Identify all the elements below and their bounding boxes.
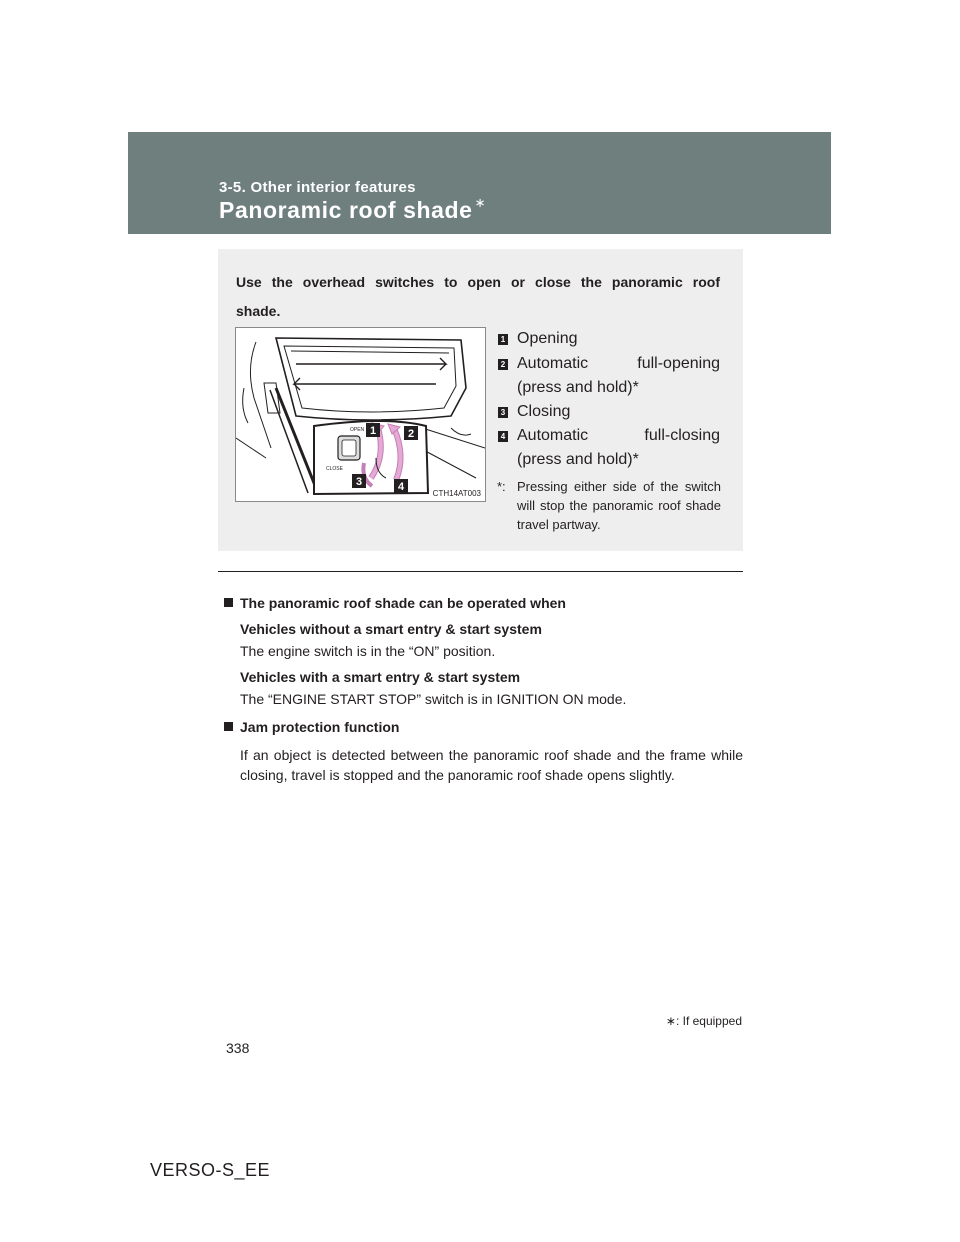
heading-operated-when (224, 593, 743, 613)
paragraph-jam-protection: If an object is detected between the panoramic roof shade and the frame while closing, travel is stopped and the panoramic roof shade opens slightly. (240, 747, 743, 783)
heading-jam-text: Jam protection function (240, 719, 400, 735)
paragraph-without-smart: The engine switch is in the “ON” position. (240, 643, 496, 659)
roof-shade-illustration (235, 327, 486, 502)
bullet-square (224, 722, 233, 731)
note-mark: *: (497, 479, 506, 494)
callout-4 (394, 479, 408, 493)
note-text: Pressing either side of the switch will stop the panoramic roof shade travel partway. (517, 479, 721, 532)
heading-operated-text: The panoramic roof shade can be operated when (240, 595, 566, 611)
equipped-mark: ∗ (474, 195, 487, 210)
switch-close-label: CLOSE (326, 466, 343, 472)
legend-text-3: Closing (517, 403, 571, 420)
paragraph-with-smart: The “ENGINE START STOP” switch is in IGNITION ON mode. (240, 691, 627, 707)
callout-3-label: 3 (355, 476, 363, 488)
legend-text-4: Automatic full-closing (517, 427, 720, 444)
page-number: 338 (226, 1040, 250, 1056)
page-title-text: Panoramic roof shade (219, 197, 473, 223)
legend-text-2b: (press and hold)* (517, 379, 639, 396)
legend-number-2: 2 (498, 359, 508, 370)
body-text (224, 591, 743, 785)
callout-1 (366, 423, 380, 437)
legend-number-1: 1 (498, 334, 508, 345)
callout-2-label: 2 (407, 428, 415, 440)
section-divider (218, 571, 743, 572)
footnote-note (497, 477, 721, 534)
callout-2 (404, 426, 418, 440)
legend (498, 327, 720, 472)
legend-text-2: Automatic full-opening (517, 355, 720, 372)
legend-number-3: 3 (498, 407, 508, 418)
document-code: VERSO-S_EE (150, 1160, 271, 1180)
legend-text-4b: (press and hold)* (517, 451, 639, 468)
page-title (219, 197, 486, 224)
spacer (224, 709, 743, 715)
legend-number-4: 4 (498, 431, 508, 442)
section-label: 3-5. Other interior features (219, 179, 416, 196)
intro-text: Use the overhead switches to open or close the panoramic roof shade. (236, 274, 720, 319)
spacer (224, 737, 743, 743)
heading-jam-protection (224, 717, 743, 737)
figure-code: CTH14AT003 (432, 489, 481, 498)
legend-item-auto-opening (498, 352, 720, 400)
subheading-with-smart: Vehicles with a smart entry & start system (240, 669, 521, 685)
illustration-drawing (236, 328, 485, 501)
switch-open-label: OPEN (350, 427, 365, 433)
callout-1-label: 1 (369, 425, 377, 437)
legend-item-auto-closing (498, 424, 720, 472)
if-equipped-footnote: ∗: If equipped (665, 1014, 742, 1028)
legend-item-opening (498, 327, 720, 351)
subheading-without-smart: Vehicles without a smart entry & start system (240, 621, 542, 637)
legend-item-closing (498, 400, 720, 424)
bullet-square (224, 598, 233, 607)
legend-text-1: Opening (517, 330, 578, 347)
callout-3 (352, 474, 366, 488)
callout-4-label: 4 (397, 481, 405, 493)
